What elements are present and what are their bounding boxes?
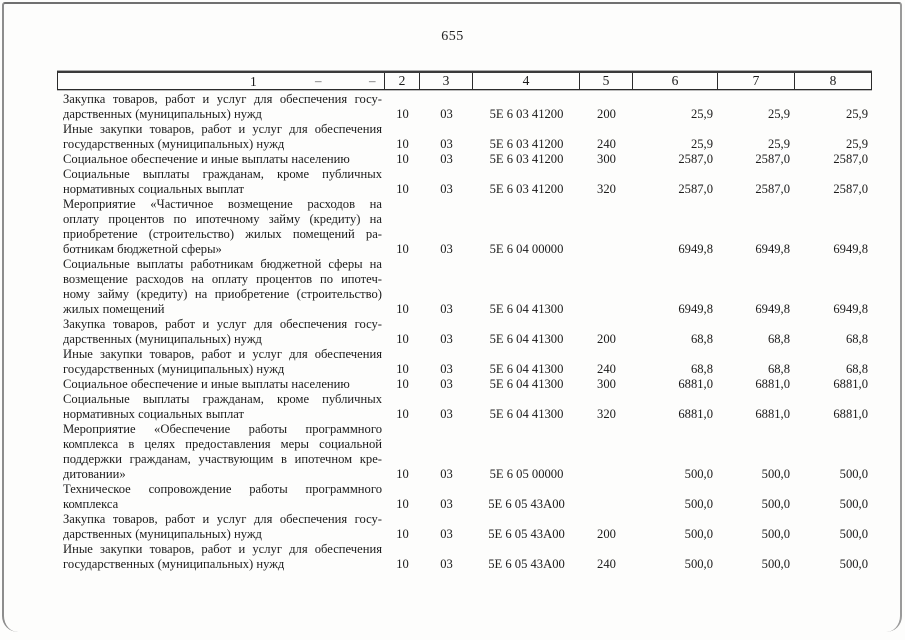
cell-col2: 10	[396, 107, 409, 121]
row-name-cell	[57, 482, 385, 512]
row-name-line: Закупка товаров, работ и услуг для обеспечения госу-	[63, 317, 382, 331]
cell-col6: 2587,0	[678, 182, 713, 196]
header-col1-label: 1	[250, 74, 257, 89]
row-name-line: Закупка товаров, работ и услуг для обеспечения госу-	[63, 512, 382, 526]
cell-col7: 6881,0	[755, 407, 790, 421]
row-name-line: государственных (муниципальных) нужд	[63, 137, 285, 151]
cell-col2: 10	[396, 182, 409, 196]
cell-col2: 10	[396, 527, 409, 541]
cell-col7: 2587,0	[755, 182, 790, 196]
cell-col4: 5Е 6 05 00000	[489, 467, 564, 481]
cell-col7: 68,8	[767, 362, 790, 376]
cell-col4: 5Е 6 05 43А00	[488, 497, 565, 511]
table-row	[57, 317, 872, 347]
cell-col2: 10	[396, 332, 409, 346]
table-row	[57, 392, 872, 422]
row-name-line: государственных (муниципальных) нужд	[63, 557, 285, 571]
cell-col3: 03	[440, 377, 453, 391]
cell-col5: 200	[597, 332, 616, 346]
row-name-line: Социальные выплаты работникам бюджетной сферы на	[63, 257, 382, 271]
header-cell-8: 8	[829, 73, 837, 88]
cell-col5: 240	[597, 137, 616, 151]
cell-col3: 03	[440, 407, 453, 421]
scan-artifact-dash: –	[315, 73, 322, 88]
row-name-cell	[57, 257, 385, 317]
row-name-line: нормативных социальных выплат	[63, 407, 245, 421]
cell-col6: 500,0	[684, 467, 713, 481]
row-name-line: Социальное обеспечение и иные выплаты населению	[63, 377, 350, 391]
header-cell-2: 2	[385, 73, 420, 89]
cell-col8: 500,0	[839, 497, 868, 511]
cell-col4: 5Е 6 04 41300	[489, 332, 564, 346]
cell-col4: 5Е 6 03 41200	[489, 137, 564, 151]
cell-col6: 25,9	[690, 137, 713, 151]
cell-col5: 320	[597, 182, 616, 196]
row-name-line: поддержки гражданам, участвующим в ипотечном кре-	[63, 452, 382, 466]
row-name-line: ному займу (кредиту) на приобретение (строительство)	[63, 287, 382, 301]
cell-col6: 6949,8	[678, 242, 713, 256]
row-name-cell	[57, 377, 385, 392]
cell-col2: 10	[396, 557, 409, 571]
cell-col7: 68,8	[767, 332, 790, 346]
cell-col5: 240	[597, 362, 616, 376]
cell-col5: 300	[597, 377, 616, 391]
row-name-line: дитовании»	[63, 467, 126, 481]
row-name-line: Иные закупки товаров, работ и услуг для обеспечения	[63, 542, 382, 556]
row-name-cell	[57, 392, 385, 422]
cell-col7: 500,0	[761, 467, 790, 481]
row-name-line: дарственных (муниципальных) нужд	[63, 332, 262, 346]
table-row	[57, 152, 872, 167]
header-cell-7: 7	[718, 73, 795, 89]
cell-col5: 320	[597, 407, 616, 421]
cell-col5: 200	[597, 527, 616, 541]
cell-col2: 10	[396, 362, 409, 376]
cell-col8: 68,8	[845, 332, 868, 346]
cell-col8: 68,8	[845, 362, 868, 376]
cell-col3: 03	[440, 557, 453, 571]
cell-col2: 10	[396, 467, 409, 481]
row-name-line: комплекса	[63, 497, 119, 511]
row-name-line: приобретение (строительство) жилых помещений ра-	[63, 227, 382, 241]
table-row	[57, 512, 872, 542]
row-name-line: Иные закупки товаров, работ и услуг для обеспечения	[63, 347, 382, 361]
cell-col8: 25,9	[845, 137, 868, 151]
cell-col2: 10	[396, 152, 409, 166]
row-name-line: возмещение расходов на оплату процентов по ипотеч-	[63, 272, 382, 286]
row-name-line: дарственных (муниципальных) нужд	[63, 107, 262, 121]
table-row	[57, 542, 872, 572]
cell-col6: 6881,0	[678, 407, 713, 421]
cell-col4: 5Е 6 04 41300	[489, 302, 564, 316]
row-name-cell	[57, 152, 385, 167]
cell-col3: 03	[440, 137, 453, 151]
row-name-line: Социальные выплаты гражданам, кроме публичных	[63, 167, 382, 181]
table-row	[57, 92, 872, 122]
header-cell-5: 5	[580, 73, 633, 89]
row-name-line: дарственных (муниципальных) нужд	[63, 527, 262, 541]
row-name-line: нормативных социальных выплат	[63, 182, 245, 196]
cell-col2: 10	[396, 377, 409, 391]
cell-col8: 6881,0	[833, 407, 868, 421]
row-name-line: ботникам бюджетной сферы»	[63, 242, 222, 256]
row-name-line: Мероприятие «Частичное возмещение расходов на	[63, 197, 382, 211]
table-row	[57, 167, 872, 197]
table-row	[57, 422, 872, 482]
cell-col3: 03	[440, 107, 453, 121]
row-name-cell	[57, 542, 385, 572]
cell-col4: 5Е 6 04 41300	[489, 377, 564, 391]
cell-col6: 6949,8	[678, 302, 713, 316]
cell-col8: 500,0	[839, 467, 868, 481]
cell-col5: 300	[597, 152, 616, 166]
cell-col7: 6949,8	[755, 242, 790, 256]
scan-artifact-dash: –	[369, 73, 376, 88]
table-row	[57, 377, 872, 392]
cell-col7: 2587,0	[755, 152, 790, 166]
cell-col4: 5Е 6 04 41300	[489, 407, 564, 421]
cell-col7: 500,0	[761, 557, 790, 571]
cell-col7: 6881,0	[755, 377, 790, 391]
cell-col4: 5Е 6 03 41200	[489, 107, 564, 121]
cell-col3: 03	[440, 362, 453, 376]
cell-col2: 10	[396, 242, 409, 256]
cell-col4: 5Е 6 03 41200	[489, 152, 564, 166]
cell-col7: 6949,8	[755, 302, 790, 316]
cell-col6: 68,8	[690, 332, 713, 346]
row-name-line: Техническое сопровождение работы программного	[63, 482, 382, 496]
table-row	[57, 197, 872, 257]
cell-col6: 500,0	[684, 557, 713, 571]
row-name-cell	[57, 512, 385, 542]
cell-col8: 2587,0	[833, 182, 868, 196]
row-name-cell	[57, 92, 385, 122]
cell-col4: 5Е 6 03 41200	[489, 182, 564, 196]
cell-col7: 500,0	[761, 497, 790, 511]
row-name-cell	[57, 422, 385, 482]
cell-col2: 10	[396, 497, 409, 511]
cell-col2: 10	[396, 302, 409, 316]
table-row	[57, 347, 872, 377]
cell-col7: 25,9	[767, 137, 790, 151]
row-name-line: Социальные выплаты гражданам, кроме публичных	[63, 392, 382, 406]
cell-col4: 5Е 6 04 00000	[489, 242, 564, 256]
cell-col5: 240	[597, 557, 616, 571]
row-name-line: Закупка товаров, работ и услуг для обеспечения госу-	[63, 92, 382, 106]
cell-col6: 68,8	[690, 362, 713, 376]
row-name-line: оплату процентов по ипотечному займу (кредиту) на	[63, 212, 382, 226]
row-name-cell	[57, 197, 385, 257]
cell-col6: 25,9	[690, 107, 713, 121]
cell-col8: 2587,0	[833, 152, 868, 166]
cell-col4: 5Е 6 05 43А00	[488, 527, 565, 541]
cell-col4: 5Е 6 04 41300	[489, 362, 564, 376]
header-cell-6: 6	[633, 73, 718, 89]
row-name-cell	[57, 347, 385, 377]
header-cell-1	[58, 73, 385, 89]
cell-col3: 03	[440, 182, 453, 196]
cell-col7: 500,0	[761, 527, 790, 541]
cell-col2: 10	[396, 407, 409, 421]
row-name-line: государственных (муниципальных) нужд	[63, 362, 285, 376]
cell-col3: 03	[440, 332, 453, 346]
cell-col4: 5Е 6 05 43А00	[488, 557, 565, 571]
table-row	[57, 482, 872, 512]
cell-col8: 500,0	[839, 557, 868, 571]
cell-col3: 03	[440, 152, 453, 166]
cell-col6: 6881,0	[678, 377, 713, 391]
row-name-cell	[57, 317, 385, 347]
row-name-cell	[57, 167, 385, 197]
cell-col3: 03	[440, 242, 453, 256]
cell-col6: 500,0	[684, 497, 713, 511]
page-number: 655	[441, 29, 464, 44]
cell-col3: 03	[440, 497, 453, 511]
header-cell-4: 4	[473, 73, 580, 89]
table-body	[57, 92, 872, 572]
row-name-cell	[57, 122, 385, 152]
cell-col8: 6949,8	[833, 242, 868, 256]
cell-col5: 200	[597, 107, 616, 121]
cell-col8: 25,9	[845, 107, 868, 121]
table-row	[57, 257, 872, 317]
cell-col8: 500,0	[839, 527, 868, 541]
header-cell-3: 3	[420, 73, 473, 89]
cell-col7: 25,9	[767, 107, 790, 121]
row-name-line: жилых помещений	[63, 302, 165, 316]
cell-col3: 03	[440, 467, 453, 481]
row-name-line: Иные закупки товаров, работ и услуг для обеспечения	[63, 122, 382, 136]
table-header-row	[57, 71, 872, 90]
row-name-line: Мероприятие «Обеспечение работы программного	[63, 422, 382, 436]
cell-col6: 2587,0	[678, 152, 713, 166]
row-name-line: комплекса в целях предоставления меры социальной	[63, 437, 382, 451]
cell-col2: 10	[396, 137, 409, 151]
cell-col3: 03	[440, 527, 453, 541]
cell-col6: 500,0	[684, 527, 713, 541]
cell-col3: 03	[440, 302, 453, 316]
table-row	[57, 122, 872, 152]
row-name-line: Социальное обеспечение и иные выплаты населению	[63, 152, 350, 166]
budget-table	[57, 71, 872, 572]
cell-col8: 6881,0	[833, 377, 868, 391]
cell-col8: 6949,8	[833, 302, 868, 316]
